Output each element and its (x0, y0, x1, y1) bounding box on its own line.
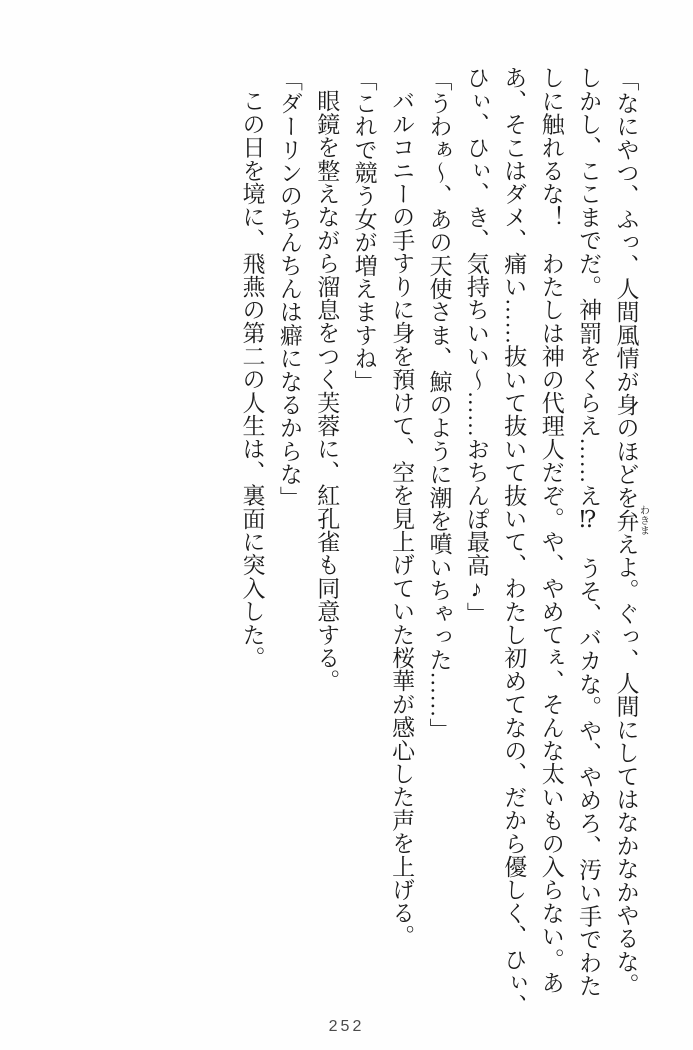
ruby-annotation: 弁 わきま (613, 505, 649, 536)
text-line: 「なにやつ、ふっ、人間風情が身のほどを弁 わきまえよ。ぐっ、人間にしてはなかなかやるな。 (613, 68, 649, 997)
text-line: この日を境に、飛燕の第二の人生は、裏面に突入した。 (239, 89, 265, 669)
text-line: しに触れるな！ わたしは神の代理人だぞ。や、やめてぇ、そんな太いもの入らない。あ (538, 66, 564, 994)
text-line: 「ダーリンのちんちんは癖になるからな」 (276, 68, 302, 509)
text-line: ひぃ、ひぃ、き、気持ちいい〜……おちんぽ最高♪」 (463, 66, 489, 625)
text-line: 眼鏡を整えながら溜息をつく芙蓉に、紅孔雀も同意する。 (314, 89, 340, 693)
text-line: あ、そこはダメ、痛い……抜いて抜いて抜いて、わたし初めてなの、だから優しく、ひぃ、 (501, 66, 527, 1018)
text-line: バルコニーの手すりに身を預けて、空を見上げていた桜華が感心した声を上げる。 (389, 89, 415, 948)
text-line: 「これで競う女が増えますね」 (351, 68, 377, 393)
text-line: しかし、ここまでだ。神罰をくらえ……え⁉ うそ、バカな。や、やめろ、汚い手でわた (576, 66, 602, 997)
text-line: 「うわぁ〜、あの天使さま、鯨のように潮を噴いちゃった……」 (426, 68, 452, 741)
vertical-text-block (233, 66, 649, 1018)
page-number: 252 (328, 1018, 365, 1035)
